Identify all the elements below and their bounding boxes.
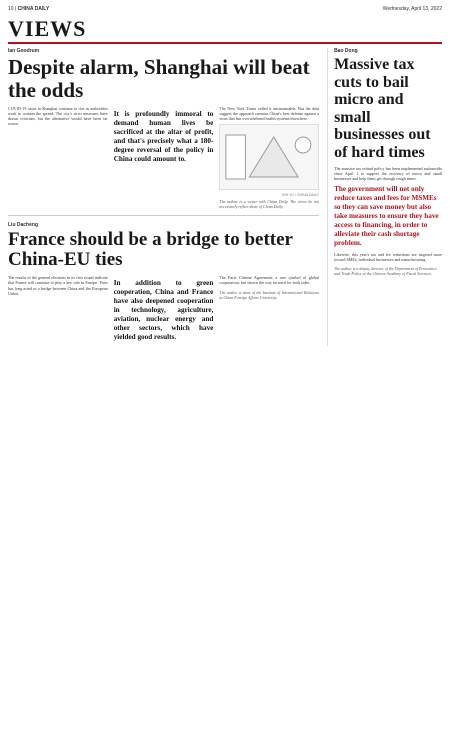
side-column [327,48,442,346]
side-text-2: Likewise, this year's tax and fee reductions are targeted more toward SMEs, individual businesses and manufacturing. [334,251,442,262]
left-byline: Ian Goodrum [8,48,40,54]
illustration-graphic [220,125,318,189]
page-number: 10 [8,6,14,12]
side-text-1: The massive tax refund policy has been implemented nationwide since April 1 to support the recovery of micro and small businesses and help them get through tough times. [334,165,442,181]
article-separator [8,215,319,216]
side-article-title: Massive tax cuts to bail micro and small businesses out of hard times [334,56,431,161]
bottom-col-1-text: The results of the general elections in its first round indicate that France will continue to play a key role in Europe. Paris has long acted as a bridge between China and the European Union. [8,275,108,296]
bottom-author-note: The author is dean of the Institute of International Relations at China Foreign Affairs University. [219,289,320,300]
illustration [219,124,319,190]
left-col-3-text: The New York Times called it unsustainable. But the data suggest the approach remains China's best defense against a virus that has overwhelmed health systems elsewhere. [219,106,320,122]
left-article-columns [8,106,319,208]
bottom-col-1 [8,275,108,346]
date-label: Wednesday, April 13, 2022 [382,6,442,12]
top-bar: 10 | CHINA DAILY Wednesday, April 13, 2022 [8,6,442,12]
illustration-credit: SHI YU / CHINA DAILY [282,193,320,198]
bottom-col-3-text: The Paris Climate Agreement, a rare symbol of global cooperation, has shown the way forward for both sides. [219,275,320,286]
bottom-col-3 [219,275,319,346]
brand-label: CHINA DAILY [17,6,50,12]
left-col-1-text: COVID-19 cases in Shanghai continue to rise as authorities work to contain the spread. The city's strict measures have drawn criticism, but the alternative would have been far worse. [8,106,108,127]
left-article-title: Despite alarm, Shanghai will beat the odds [8,55,310,103]
left-col-2 [114,106,214,208]
left-author-note: The author is a writer with China Daily. The views do not necessarily reflect those of China Daily. [219,198,320,209]
side-author-note: The author is a deputy director of the Department of Economics and Trade Policy at the Chinese Academy of Fiscal Sciences. [334,266,437,277]
side-byline: Bao Dong [334,48,358,54]
main-column [8,48,319,346]
section-title: VIEWS [8,16,87,41]
bottom-pull-quote: In addition to green cooperation, China and France have also deepened cooperation in technology, agriculture, aviation, nuclear energy and other sectors, which have yielded good results. [113,279,214,342]
content-grid [8,48,442,346]
bottom-byline: Liu Dacheng [8,221,39,228]
left-pull-quote: It is profoundly immoral to demand human lives be sacrificed at the altar of profit, and that's precisely what a 180-degree reversal of the policy in China could amount to. [113,110,214,164]
bottom-col-2 [114,275,214,346]
side-pull-quote: The government will not only reduce taxes and fees for MSMEs so they can save money but also take measures to ensure they have access to financing, in order to alleviate their cash shortage problem. [334,184,439,247]
left-col-3 [219,106,319,208]
bottom-article-columns [8,275,319,346]
section-rule [8,42,442,44]
bottom-article-title: France should be a bridge to better China-EU ties [8,228,293,271]
left-col-1 [8,106,108,208]
